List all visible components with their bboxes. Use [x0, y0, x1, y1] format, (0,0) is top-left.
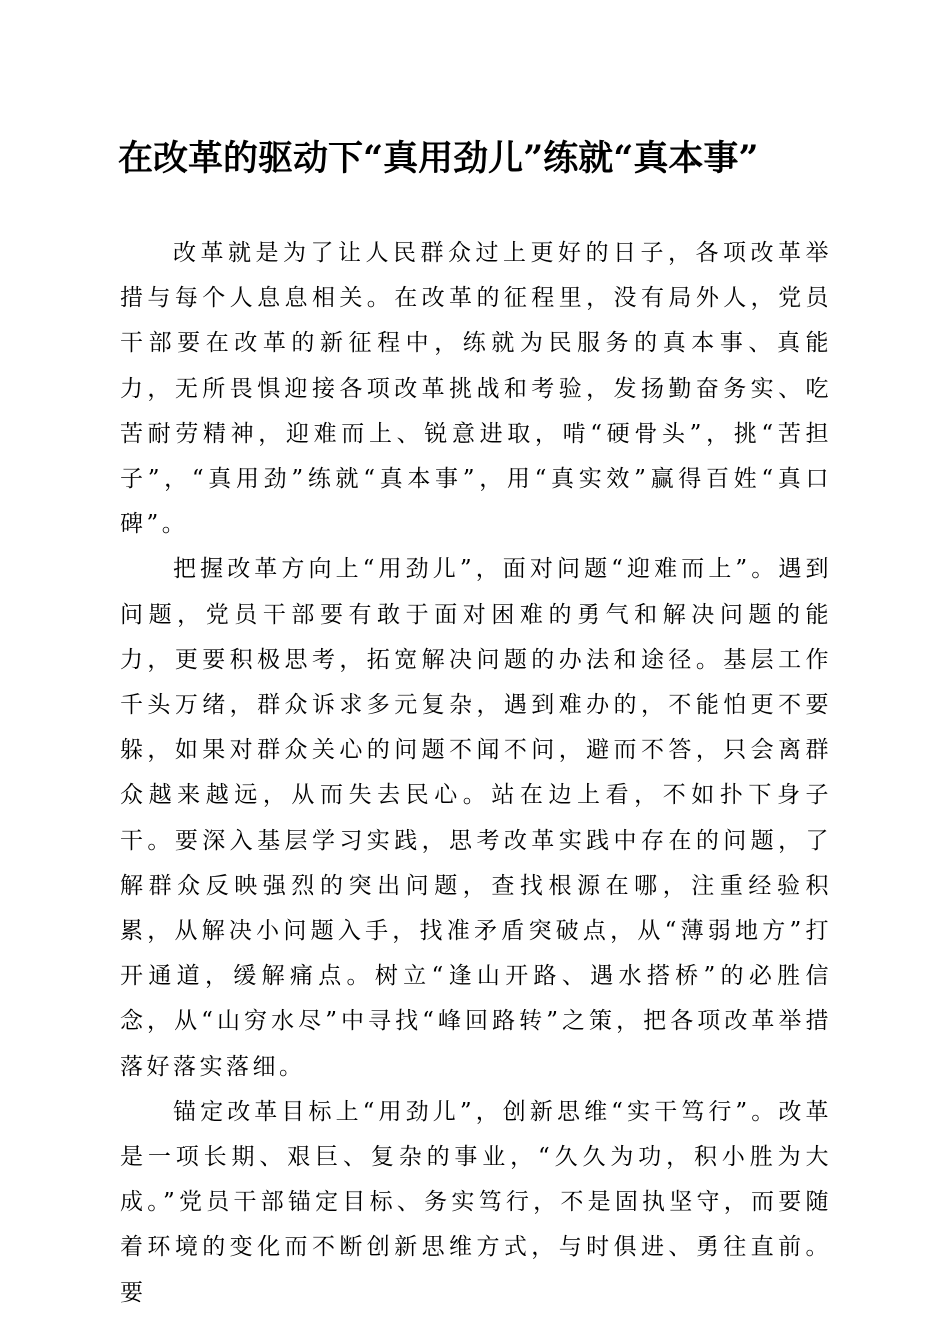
paragraph-1: 改革就是为了让人民群众过上更好的日子，各项改革举措与每个人息息相关。在改革的征程里，没有局外人，党员干部要在改革的新征程中，练就为民服务的真本事、真能力，无所畏惧迎接各项改革挑战和考验，发扬勤奋务实、吃苦耐劳精神，迎难而上、锐意进取，啃“硬骨头”，挑“苦担子”，“真用劲”练就“真本事”，用“真实效”赢得百姓“真口碑”。	[120, 240, 832, 538]
paragraph-3: 锚定改革目标上“用劲儿”，创新思维“实干笃行”。改革是一项长期、艰巨、复杂的事业，“久久为功，积小胜为大成。”党员干部锚定目标、务实笃行，不是固执坚守，而要随着环境的变化而不断创新思维方式，与时俱进、勇往直前。要	[120, 1098, 832, 1306]
document-body	[120, 231, 832, 1316]
document-title: 在改革的驱动下“真用劲儿”练就“真本事”	[118, 138, 759, 179]
paragraph-2: 把握改革方向上“用劲儿”，面对问题“迎难而上”。遇到问题，党员干部要有敢于面对困难的勇气和解决问题的能力，更要积极思考，拓宽解决问题的办法和途径。基层工作千头万绪，群众诉求多元复杂，遇到难办的，不能怕更不要躲，如果对群众关心的问题不闻不问，避而不答，只会离群众越来越远，从而失去民心。站在边上看，不如扑下身子干。要深入基层学习实践，思考改革实践中存在的问题，了解群众反映强烈的突出问题，查找根源在哪，注重经验积累，从解决小问题入手，找准矛盾突破点，从“薄弱地方”打开通道，缓解痛点。树立“逢山开路、遇水搭桥”的必胜信念，从“山穷水尽”中寻找“峰回路转”之策，把各项改革举措落好落实落细。	[120, 556, 832, 1080]
